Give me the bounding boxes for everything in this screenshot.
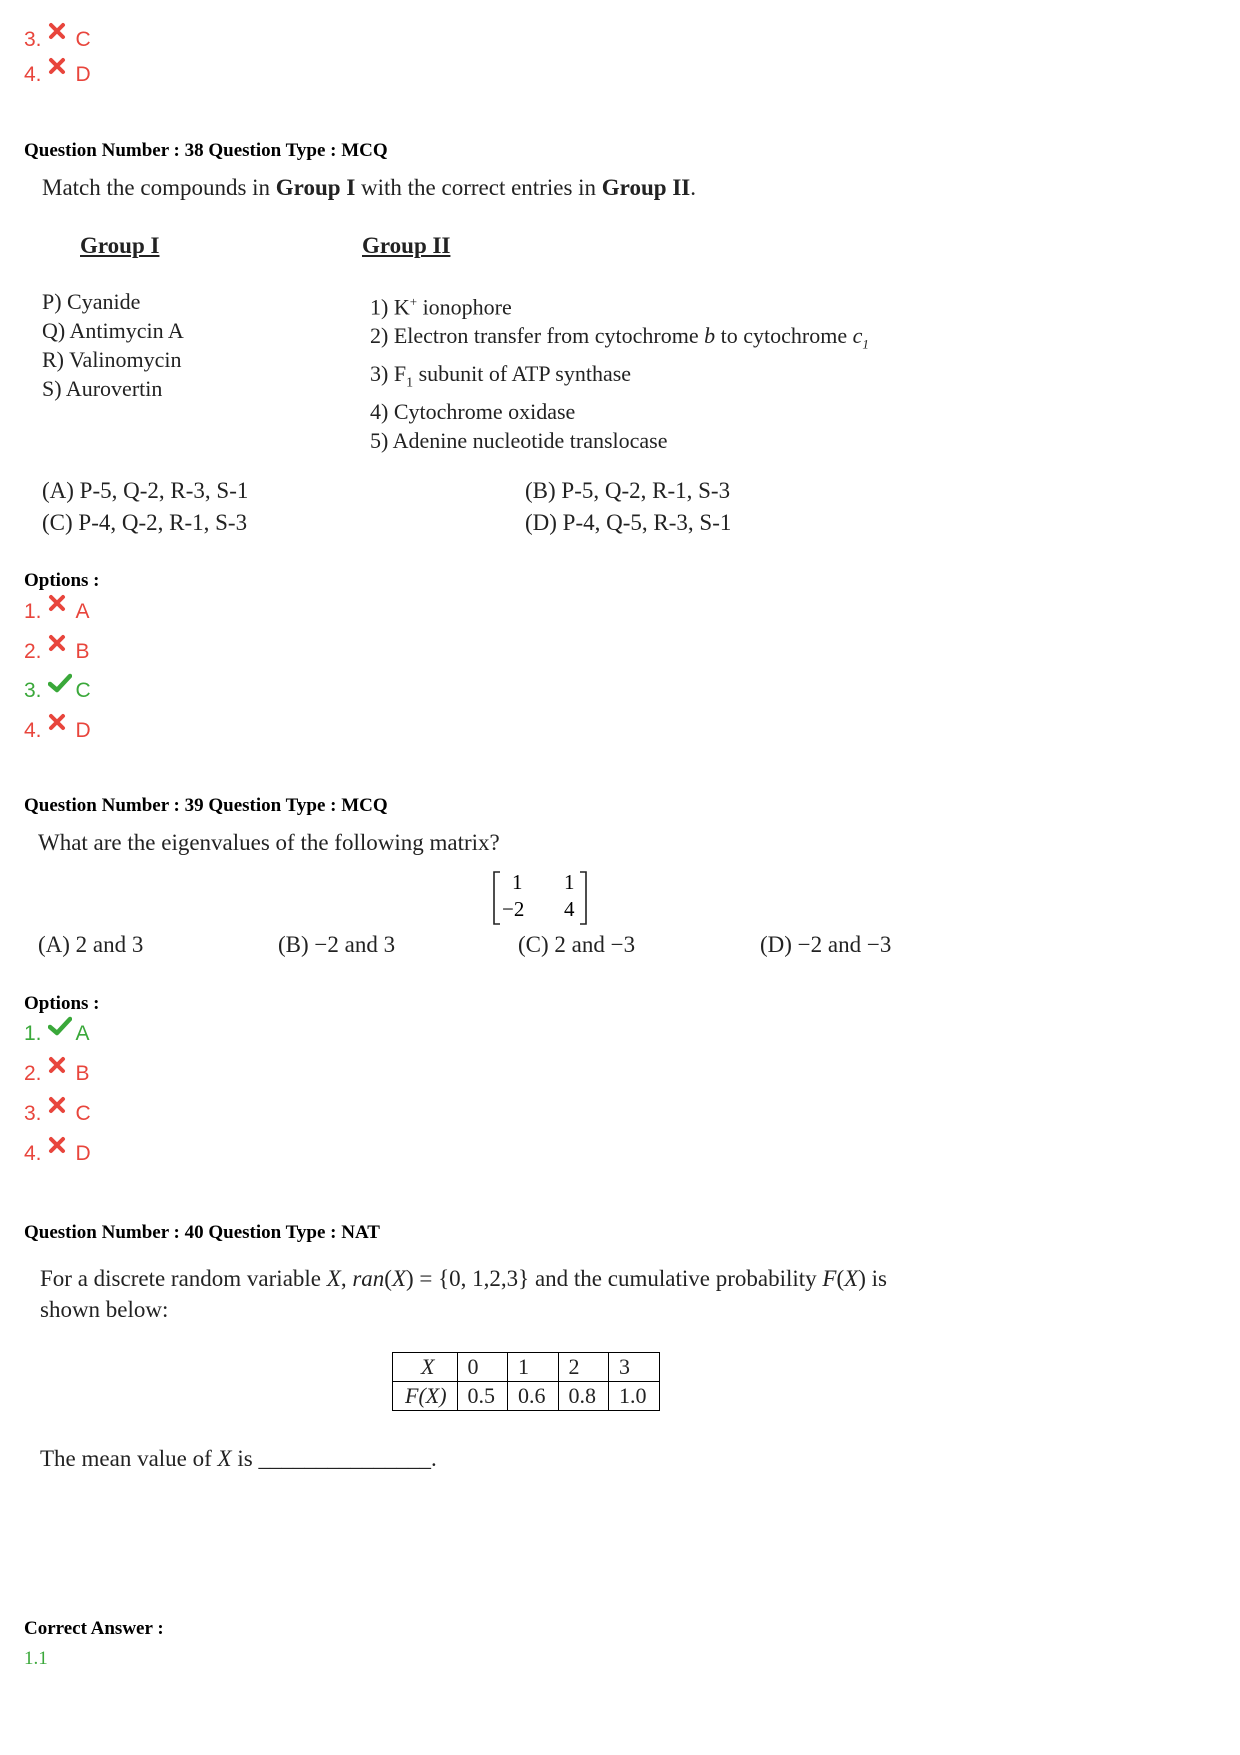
table-cell: 1 [508, 1353, 559, 1382]
group-1-item: P) Cyanide [42, 289, 141, 314]
correct-answer-label: Correct Answer : [24, 1618, 164, 1639]
group-2-item: 2) Electron transfer from cytochrome b to cytochrome $c_1$ [370, 323, 869, 352]
cross-icon [48, 1062, 74, 1084]
option-row [24, 1102, 91, 1126]
table-cell: 3 [609, 1353, 660, 1382]
question-stem: What are the eigenvalues of the following matrix? [38, 830, 500, 855]
question-stem-line2: shown below: [40, 1297, 169, 1322]
option-row [24, 1022, 90, 1046]
option-label: C [75, 1102, 91, 1125]
group-1-list [42, 287, 184, 403]
table-cell: 0 [457, 1353, 508, 1382]
cross-icon [48, 600, 74, 622]
question-header: Question Number : 39 Question Type : MCQ [24, 795, 388, 816]
group-2-item: 1) K+ ionophore [370, 294, 512, 320]
table-row [393, 1382, 660, 1411]
choice-a: (A) P-5, Q-2, R-3, S-1 [42, 478, 249, 503]
option-row [24, 1142, 91, 1166]
table-row [393, 1353, 660, 1382]
option-label: D [75, 63, 91, 86]
option-row [24, 640, 90, 664]
cross-icon [48, 28, 74, 50]
mean-question: The mean value of X is _______________. [40, 1446, 437, 1471]
option-label: B [75, 640, 90, 663]
choice-c: (C) P-4, Q-2, R-1, S-3 [42, 510, 248, 535]
choice-b: (B) P-5, Q-2, R-1, S-3 [525, 478, 731, 503]
cross-icon [48, 1102, 74, 1124]
table-cell: 0.6 [508, 1382, 559, 1411]
option-row [24, 679, 91, 703]
question-stem: For a discrete random variable X, ran(X) = {0, 1,2,3} and the cumulative probability F(X) is [40, 1266, 887, 1291]
option-number: 3. [24, 1102, 42, 1125]
cross-icon [48, 1142, 74, 1164]
option-number: 2. [24, 1062, 42, 1085]
cdf-table [392, 1352, 660, 1411]
option-number: 3. [24, 679, 42, 702]
option-row [24, 1062, 90, 1086]
cross-icon [48, 640, 74, 662]
choice-c: (C) 2 and −3 [518, 932, 636, 957]
option-number: 2. [24, 640, 42, 663]
table-cell: 1.0 [609, 1382, 660, 1411]
correct-answer-value: 1.1 [24, 1648, 48, 1669]
option-label: A [75, 1022, 90, 1045]
cross-icon [48, 719, 74, 741]
option-row [24, 719, 91, 743]
options-header: Options : [24, 570, 100, 591]
option-label: B [75, 1062, 90, 1085]
option-number: 4. [24, 719, 42, 742]
group-2-item: 5) Adenine nucleotide translocase [370, 428, 668, 454]
option-row [24, 600, 90, 624]
check-icon [48, 1022, 74, 1044]
question-header: Question Number : 40 Question Type : NAT [24, 1222, 380, 1243]
group-2-item: 4) Cytochrome oxidase [370, 399, 576, 425]
table-cell: 0.5 [457, 1382, 508, 1411]
group-2-item: 3) $F_1$ subunit of ATP synthase [370, 360, 632, 391]
table-cell: 0.8 [558, 1382, 609, 1411]
option-number: 4. [24, 63, 42, 86]
matrix-cell: −2 [502, 897, 525, 921]
table-row-label: X [393, 1353, 458, 1382]
option-label: D [75, 1142, 91, 1165]
matrix-cell: 1 [512, 870, 523, 894]
matrix [492, 870, 588, 926]
option-label: C [75, 679, 91, 702]
group-1-item: Q) Antimycin A [42, 318, 184, 343]
question-header: Question Number : 38 Question Type : MCQ [24, 140, 388, 161]
option-number: 1. [24, 600, 42, 623]
option-number: 1. [24, 1022, 42, 1045]
cross-icon [48, 63, 74, 85]
choice-d: (D) P-4, Q-5, R-3, S-1 [525, 510, 732, 535]
option-number: 3. [24, 28, 42, 51]
group-1-item: S) Aurovertin [42, 376, 163, 401]
table-row-label: F(X) [393, 1382, 458, 1411]
group-1-item: R) Valinomycin [42, 347, 182, 372]
answer-blank: _______________ [258, 1446, 431, 1471]
option-row [24, 63, 91, 87]
group-2-title: Group II [362, 233, 451, 258]
options-header: Options : [24, 993, 100, 1014]
option-label: D [75, 719, 91, 742]
table-cell: 2 [558, 1353, 609, 1382]
option-label: C [75, 28, 91, 51]
option-number: 4. [24, 1142, 42, 1165]
check-icon [48, 679, 74, 701]
choice-d: (D) −2 and −3 [760, 932, 892, 957]
option-row [24, 28, 91, 52]
question-stem: Match the compounds in Group I with the correct entries in Group II. [42, 175, 696, 200]
option-label: A [75, 600, 90, 623]
matrix-cell: 4 [564, 897, 575, 921]
choice-a: (A) 2 and 3 [38, 932, 144, 957]
matrix-cell: 1 [564, 870, 575, 894]
group-1-title: Group I [80, 233, 160, 258]
choice-b: (B) −2 and 3 [278, 932, 396, 957]
group-2-list [370, 287, 869, 455]
